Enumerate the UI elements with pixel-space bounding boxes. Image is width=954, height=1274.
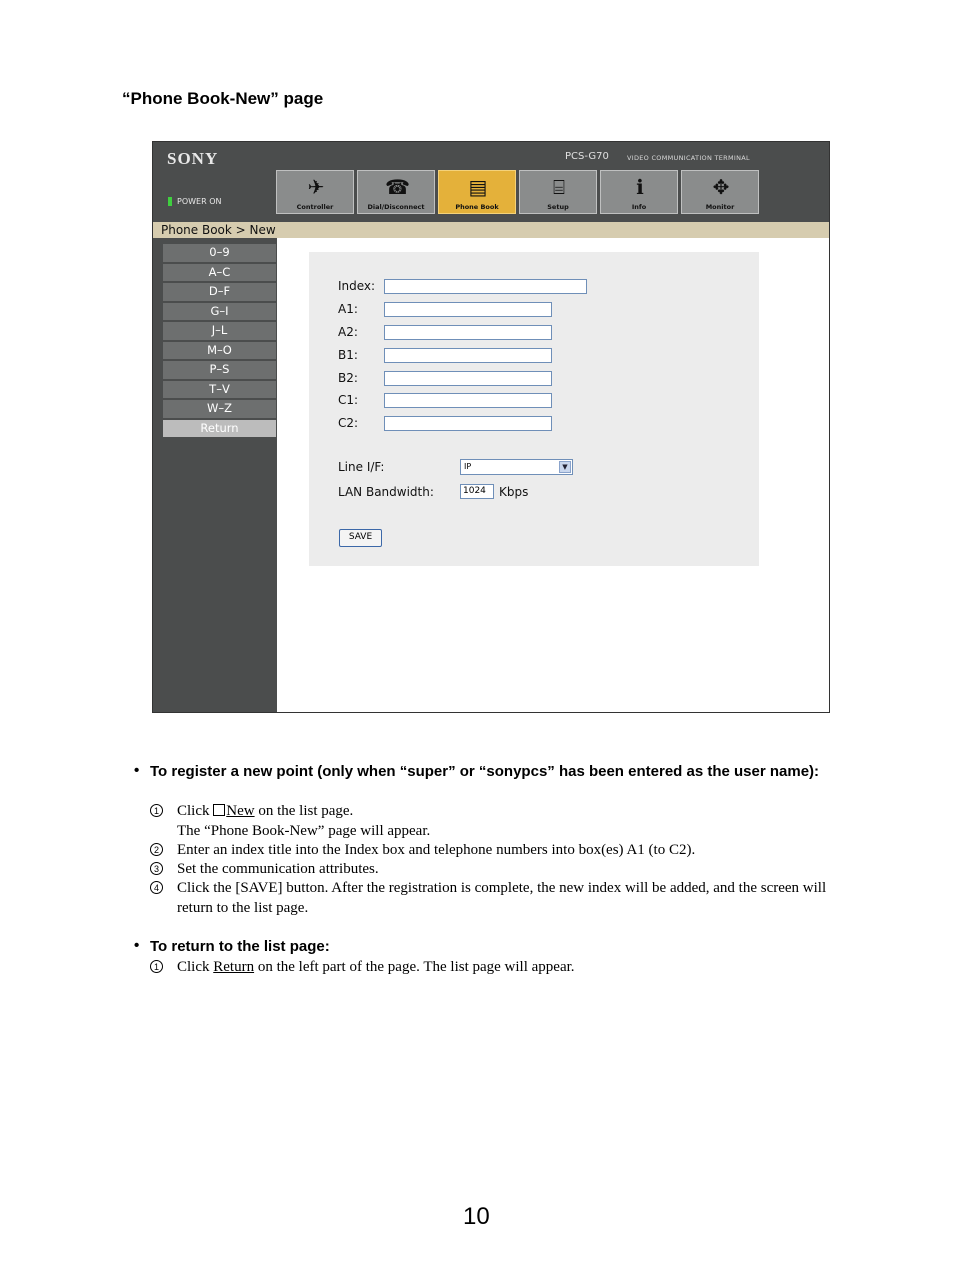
- menu-item-t-v[interactable]: T–V: [163, 381, 276, 399]
- step-text: Set the communication attributes.: [177, 861, 379, 877]
- tab-label: Phone Book: [455, 203, 499, 211]
- power-indicator: [168, 197, 221, 206]
- b2-input[interactable]: [384, 371, 552, 386]
- line-if-label: Line I/F:: [338, 460, 385, 474]
- index-menu: [163, 244, 276, 439]
- menu-item-w-z[interactable]: W–Z: [163, 400, 276, 418]
- step-number: 3: [150, 862, 163, 875]
- c2-input[interactable]: [384, 416, 552, 431]
- ui-screenshot: [152, 141, 830, 713]
- line-if-value: IP: [464, 462, 472, 471]
- info-icon: ℹ: [636, 175, 644, 199]
- bullet-dot: •: [134, 937, 140, 954]
- step-text: Enter an index title into the Index box and telephone numbers into box(es) A1 (to C2).: [177, 842, 696, 858]
- model-name: PCS-G70: [565, 151, 609, 162]
- step-text: Click New on the list page. The “Phone Book-New” page will appear.: [177, 803, 431, 839]
- power-label: POWER ON: [177, 197, 222, 206]
- menu-item-a-c[interactable]: A–C: [163, 264, 276, 282]
- step-number: 1: [150, 960, 163, 973]
- b1-label: B1:: [338, 348, 358, 362]
- nav-tabs: [276, 170, 762, 214]
- header-bar: [153, 142, 829, 222]
- tab-monitor[interactable]: [681, 170, 759, 214]
- tab-label: Controller: [296, 203, 334, 211]
- power-led-icon: [168, 197, 172, 206]
- tab-phone-book[interactable]: [438, 170, 516, 214]
- chevron-down-icon: ▼: [559, 461, 571, 473]
- return-title: To return to the list page:: [150, 938, 330, 955]
- menu-item-j-l[interactable]: J–L: [163, 322, 276, 340]
- tab-label: Setup: [547, 203, 569, 211]
- tab-dial-disconnect[interactable]: [357, 170, 435, 214]
- menu-item-d-f[interactable]: D–F: [163, 283, 276, 301]
- phone-book-icon: ▤: [468, 175, 488, 199]
- b1-input[interactable]: [384, 348, 552, 363]
- c2-label: C2:: [338, 416, 359, 430]
- c1-input[interactable]: [384, 393, 552, 408]
- checkbox-icon: [213, 804, 225, 816]
- new-entry-form: [309, 252, 759, 566]
- a2-input[interactable]: [384, 325, 552, 340]
- step-text: Click Return on the left part of the page. The list page will appear.: [177, 959, 575, 975]
- model-subtitle: VIDEO COMMUNICATION TERMINAL: [627, 154, 750, 162]
- menu-item-return[interactable]: Return: [163, 420, 276, 438]
- step-number: 1: [150, 804, 163, 817]
- lan-bandwidth-label: LAN Bandwidth:: [338, 485, 434, 499]
- a2-label: A2:: [338, 325, 358, 339]
- line-if-select[interactable]: [460, 459, 573, 475]
- lan-bandwidth-input[interactable]: 1024: [460, 484, 494, 499]
- menu-item-g-i[interactable]: G–I: [163, 303, 276, 321]
- b2-label: B2:: [338, 371, 358, 385]
- step-text: Click the [SAVE] button. After the registration is complete, the new index will be added, and the screen will return to the list page.: [177, 880, 827, 916]
- index-label: Index:: [338, 279, 376, 293]
- a1-input[interactable]: [384, 302, 552, 317]
- tab-info[interactable]: [600, 170, 678, 214]
- menu-item-0-9[interactable]: 0–9: [163, 244, 276, 262]
- tab-label: Info: [631, 203, 647, 211]
- index-input[interactable]: [384, 279, 587, 294]
- tab-label: Monitor: [705, 203, 735, 211]
- controller-icon: ✈: [307, 175, 325, 199]
- breadcrumb: Phone Book > New: [153, 222, 829, 238]
- monitor-icon: ✥: [712, 175, 730, 199]
- page-heading: “Phone Book-New” page: [122, 89, 324, 108]
- register-title: To register a new point (only when “super” or “sonypcs” has been entered as the user name):: [150, 763, 820, 780]
- return-link[interactable]: Return: [213, 959, 255, 975]
- sidebar: [153, 238, 277, 712]
- toolbox-icon: ⌸: [553, 175, 565, 199]
- sony-logo: SONY: [167, 149, 219, 168]
- tab-label: Dial/Disconnect: [367, 203, 425, 211]
- step-number: 2: [150, 843, 163, 856]
- bullet-dot: •: [134, 762, 140, 779]
- bandwidth-unit: Kbps: [499, 485, 529, 499]
- telephone-icon: ☎: [385, 175, 410, 199]
- page-number: 10: [463, 1203, 490, 1230]
- c1-label: C1:: [338, 393, 359, 407]
- menu-item-p-s[interactable]: P–S: [163, 361, 276, 379]
- tab-controller[interactable]: [276, 170, 354, 214]
- tab-setup[interactable]: [519, 170, 597, 214]
- menu-item-m-o[interactable]: M–O: [163, 342, 276, 360]
- new-link[interactable]: New: [226, 803, 255, 819]
- step-number: 4: [150, 881, 163, 894]
- a1-label: A1:: [338, 302, 358, 316]
- save-button[interactable]: SAVE: [339, 529, 382, 547]
- main-content: [277, 238, 829, 712]
